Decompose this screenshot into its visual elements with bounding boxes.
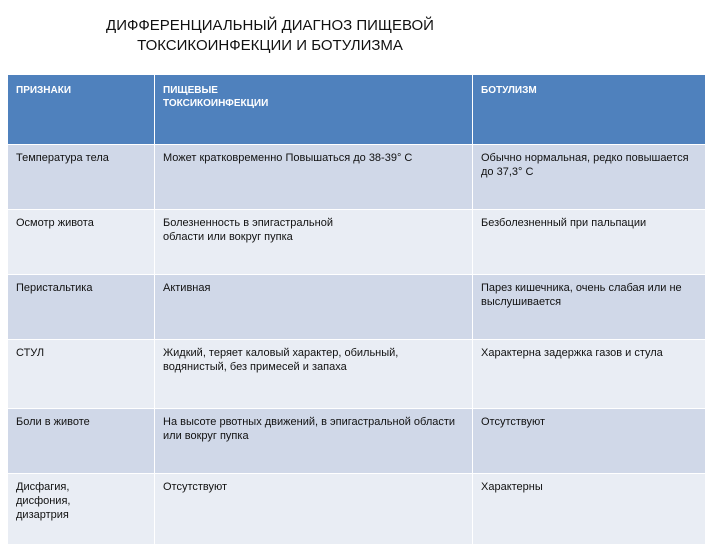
row-food-toxicoinfection: Жидкий, теряет каловый характер, обильный, водянистый, без примесей и запаха (155, 340, 473, 409)
row-food-toxicoinfection: Активная (155, 275, 473, 340)
row-sign: Боли в животе (8, 409, 155, 474)
table-row (8, 275, 706, 340)
row-food-toxicoinfection: Отсутствуют (155, 474, 473, 545)
row-sign: Перистальтика (8, 275, 155, 340)
row-botulism: Характерна задержка газов и стула (473, 340, 706, 409)
table-row (8, 145, 706, 210)
header-botulism: БОТУЛИЗМ (473, 75, 706, 145)
table-row (8, 210, 706, 275)
row-botulism: Обычно нормальная, редко повышается до 37,3° С (473, 145, 706, 210)
row-sign: СТУЛ (8, 340, 155, 409)
header-food-toxicoinfection: ПИЩЕВЫЕ ТОКСИКОИНФЕКЦИИ (155, 75, 473, 145)
row-botulism: Парез кишечника, очень слабая или не выслушивается (473, 275, 706, 340)
table-header-row (8, 75, 706, 145)
row-sign: Температура тела (8, 145, 155, 210)
row-sign: Осмотр живота (8, 210, 155, 275)
row-food-toxicoinfection: Может кратковременно Повышаться до 38-39° С (155, 145, 473, 210)
row-sign: Дисфагия, дисфония, дизартрия (8, 474, 155, 545)
header-signs: ПРИЗНАКИ (8, 75, 155, 145)
table-row (8, 474, 706, 545)
row-botulism: Безболезненный при пальпации (473, 210, 706, 275)
page-title: ДИФФЕРЕНЦИАЛЬНЫЙ ДИАГНОЗ ПИЩЕВОЙ ТОКСИКОИНФЕКЦИИ И БОТУЛИЗМА (106, 17, 434, 54)
row-food-toxicoinfection: На высоте рвотных движений, в эпигастральной области или вокруг пупка (155, 409, 473, 474)
row-food-toxicoinfection: Болезненность в эпигастральной области или вокруг пупка (155, 210, 473, 275)
table-row (8, 409, 706, 474)
row-botulism: Отсутствуют (473, 409, 706, 474)
differential-diagnosis-table (7, 74, 706, 545)
row-botulism: Характерны (473, 474, 706, 545)
table-row (8, 340, 706, 409)
